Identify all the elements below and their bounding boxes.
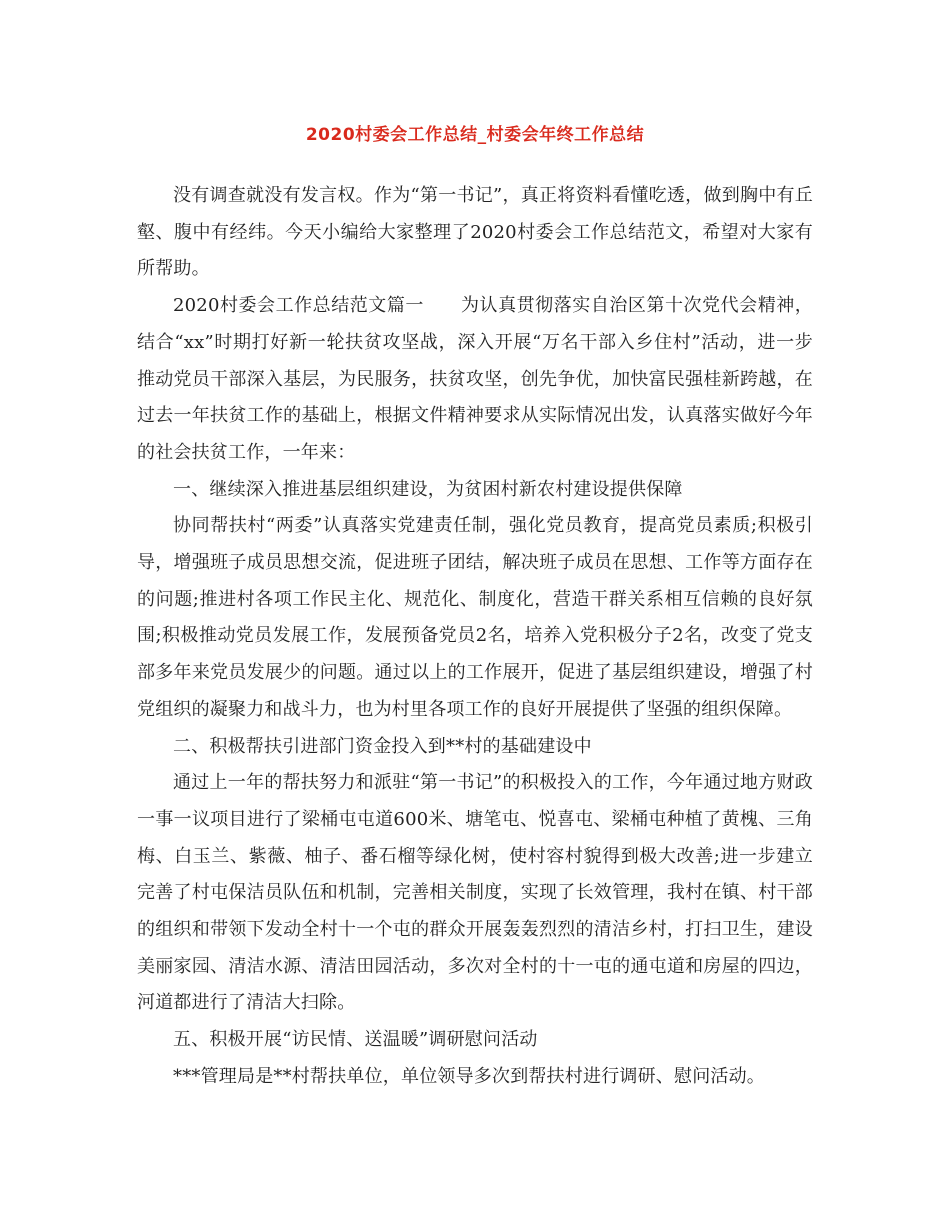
organization-paragraph: 协同帮扶村“两委”认真落实党建责任制，强化党员教育，提高党员素质;积极引导，增强班子成员思想交流，促进班子团结，解决班子成员在思想、工作等方面存在的问题;推进村各项工作民主化、规范化、制度化，营造干群关系相互信赖的良好氛围;积极推动党员发展工作，发展预备党员2名，培养入党积极分子2名，改变了党支部多年来党员发展少的问题。通过以上的工作展开，促进了基层组织建设，增强了村党组织的凝聚力和战斗力，也为村里各项工作的良好开展提供了坚强的组织保障。 [137, 515, 813, 720]
infrastructure-paragraph: 通过上一年的帮扶努力和派驻“第一书记”的积极投入的工作，今年通过地方财政一事一议项目进行了梁桶屯屯道600米、塘笔屯、悦喜屯、梁桶屯种植了黄槐、三角梅、白玉兰、紫薇、柚子、番石榴等绿化树，使村容村貌得到极大改善;进一步建立完善了村屯保洁员队伍和机制，完善相关制度，实现了长效管理，我村在镇、村干部的组织和带领下发动全村十一个屯的群众开展轰轰烈烈的清洁乡村，打扫卫生，建设美丽家园、清洁水源、清洁田园活动，多次对全村的十一屯的通屯道和房屋的四边，河道都进行了清洁大扫除。 [137, 772, 813, 1014]
section-one-intro-paragraph: 2020村委会工作总结范文篇一 为认真贯彻落实自治区第十次党代会精神，结合“xx”时期打好新一轮扶贫攻坚战，深入开展“万名干部入乡住村”活动，进一步推动党员干部深入基层，为民服务，扶贫攻坚，创先争优，加快富民强桂新跨越，在过去一年扶贫工作的基础上，根据文件精神要求从实际情况出发，认真落实做好今年的社会扶贫工作，一年来： [137, 295, 813, 463]
section-heading-organization: 一、继续深入推进基层组织建设，为贫困村新农村建设提供保障 [173, 478, 683, 500]
section-heading-visits: 五、积极开展“访民情、送温暖”调研慰问活动 [173, 1029, 538, 1051]
intro-paragraph: 没有调查就没有发言权。作为“第一书记”，真正将资料看懂吃透，做到胸中有丘壑、腹中有经纬。今天小编给大家整理了2020村委会工作总结范文，希望对大家有所帮助。 [137, 185, 813, 280]
document-title: 2020村委会工作总结_村委会年终工作总结 [305, 125, 645, 145]
document-body [137, 178, 813, 1096]
section-heading-infrastructure: 二、积极帮扶引进部门资金投入到**村的基础建设中 [173, 735, 592, 757]
visits-paragraph: ***管理局是**村帮扶单位，单位领导多次到帮扶村进行调研、慰问活动。 [173, 1065, 765, 1087]
